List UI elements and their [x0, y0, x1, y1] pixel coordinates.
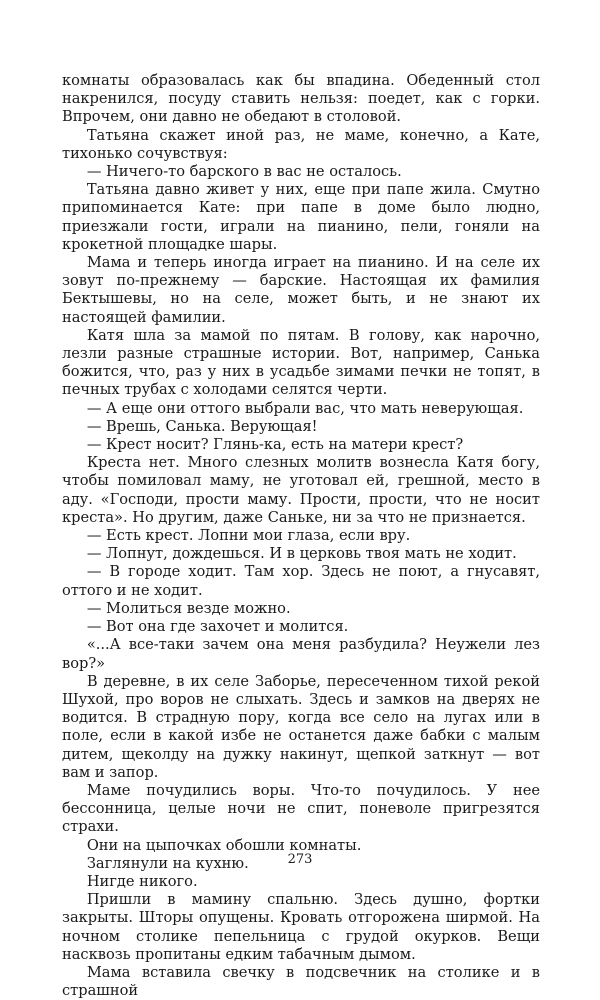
paragraph: — Вот она где захочет и молится.	[86, 618, 349, 636]
paragraph: Креста нет. Много слезных молитв вознесла Катя богу, чтобы помиловал маму, не уготовал ей, грешной, место в аду. «Господи, прости маму. Прости, прости, что не носит креста». Но другим, даже Саньке, ни за что не признается.	[62, 454, 540, 526]
paragraph: — Ничего-то барского в вас не осталось.	[86, 163, 402, 181]
page-number: 273	[287, 852, 313, 867]
paragraph: Маме почудились воры. Что-то почудилось. У нее бессонница, целые ночи не спит, поневоле пригрезятся страхи.	[62, 781, 540, 836]
paragraph: Они на цыпочках обошли комнаты.	[86, 836, 362, 854]
paragraph: комнаты образовалась как бы впадина. Обеденный стол накренился, посуду ставить нельзя: поедет, как с горки. Впрочем, они давно не обедают в столовой.	[62, 72, 540, 126]
paragraph: — В городе ходит. Там хор. Здесь не поют, а гнусавят, оттого и не ходит.	[62, 563, 540, 599]
paragraph: Пришли в мамину спальню. Здесь душно, фортки закрыты. Шторы опущены. Кровать отгорожена ширмой. На ночном столике пепельница с грудой окурков. Вещи насквозь пропитаны едким табачным дымом.	[62, 891, 540, 963]
paragraph: Нигде никого.	[86, 872, 198, 890]
paragraph: — А еще они оттого выбрали вас, что мать неверующая.	[86, 399, 524, 417]
paragraph: Мама и теперь иногда играет на пианино. И на селе их зовут по-прежнему — барские. Настоящая их фамилия Бектышевы, но на селе, может быть, и не знают их настоящей фамилии.	[62, 254, 540, 326]
paragraph: Татьяна скажет иной раз, не маме, конечно, а Кате, тихонько сочувствуя:	[62, 126, 540, 162]
paragraph: Заглянули на кухню.	[86, 854, 249, 872]
paragraph: Мама вставила свечку в подсвечник на столике и в страшной	[62, 963, 540, 1000]
paragraph: — Врешь, Санька. Верующая!	[86, 417, 318, 435]
paragraph: — Молиться везде можно.	[86, 599, 291, 617]
paragraph: Татьяна давно живет у них, еще при папе жила. Смутно припоминается Кате: при папе в доме было людно, приезжали гости, играли на пианино, пели, гоняли на крокетной площадке шары.	[62, 181, 540, 253]
paragraph: Катя шла за мамой по пятам. В голову, как нарочно, лезли разные страшные истории. Вот, например, Санька божится, что, раз у них в усадьбе зимами печки не топят, в печных трубах с холодами селятся черти.	[62, 326, 540, 399]
paragraph: «...А все-таки зачем она меня разбудила? Неужели лез вор?»	[62, 636, 540, 672]
paragraph: — Лопнут, дождешься. И в церковь твоя мать не ходит.	[86, 545, 517, 563]
paragraph: — Крест носит? Глянь-ка, есть на матери крест?	[86, 436, 464, 454]
paragraph: В деревне, в их селе Заборье, пересеченном тихой рекой Шухой, про воров не слыхать. Здесь и замков на дверях не водится. В страдную пору, когда все село на лугах или в поле, если в какой избе не останется даже бабки с малым дитем, щеколду на дужку накинут, щепкой заткнут — вот вам и запор.	[62, 672, 540, 781]
paragraph: — Есть крест. Лопни мои глаза, если вру.	[86, 527, 411, 545]
